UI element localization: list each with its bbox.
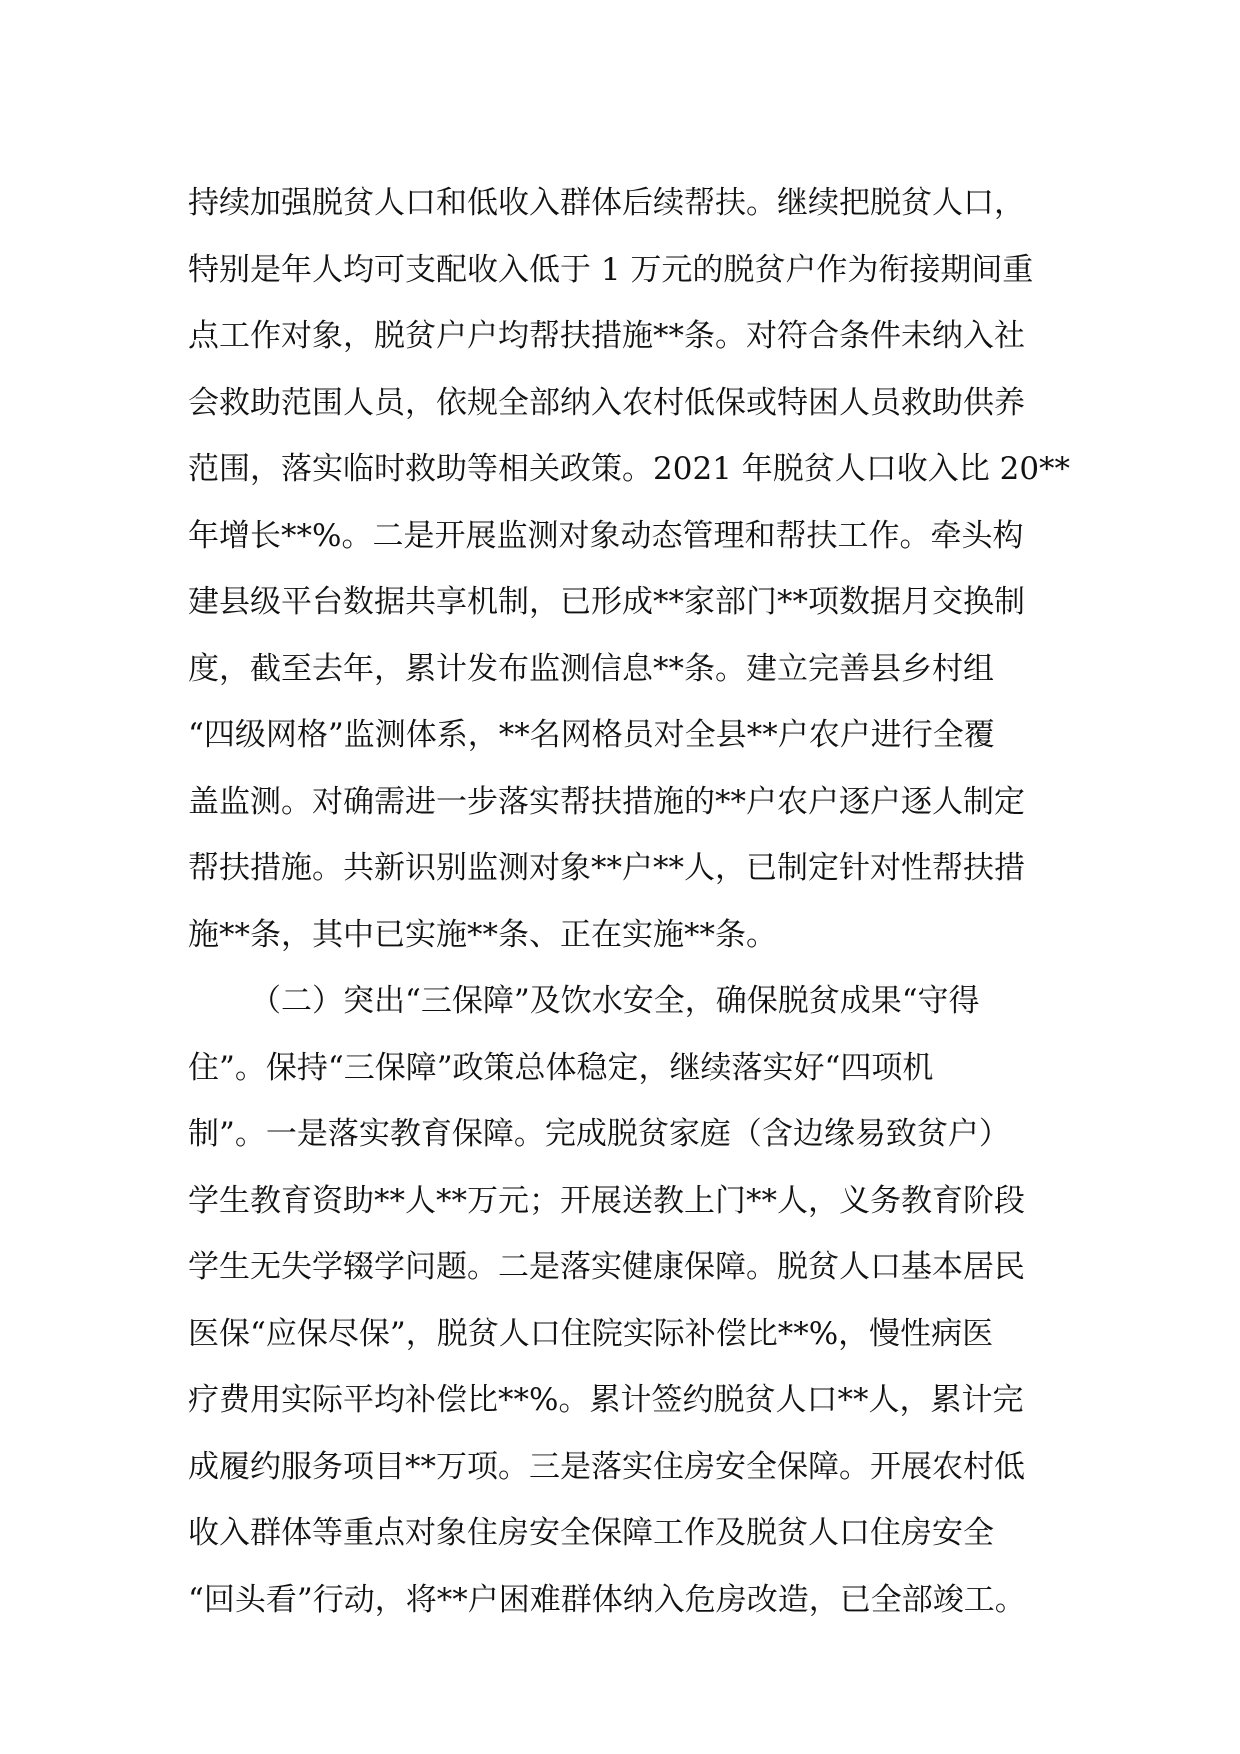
text-line: 持续加强脱贫人口和低收入群体后续帮扶。继续把脱贫人口，	[188, 185, 1025, 221]
section-heading-line: （二）突出“三保障”及饮水安全，确保脱贫成果“守得	[250, 983, 980, 1019]
text-line: “回头看”行动，将**户困难群体纳入危房改造，已全部竣工。	[188, 1581, 1026, 1618]
text-line: “四级网格”监测体系，**名网格员对全县**户农户进行全覆	[188, 717, 995, 753]
text-line: 学生教育资助**人**万元；开展送教上门**人，义务教育阶段	[188, 1182, 1025, 1219]
text-line: 住”。保持“三保障”政策总体稳定，继续落实好“四项机	[188, 1049, 934, 1086]
text-line: 学生无失学辍学问题。二是落实健康保障。脱贫人口基本居民	[188, 1249, 1025, 1285]
document-body	[188, 170, 1071, 1633]
text-line: 疗费用实际平均补偿比**%。累计签约脱贫人口**人，累计完	[188, 1382, 1024, 1418]
text-line: 特别是年人均可支配收入低于 1 万元的脱贫户作为衔接期间重	[188, 251, 1034, 288]
text-line: 点工作对象，脱贫户户均帮扶措施**条。对符合条件未纳入社	[188, 318, 1025, 354]
text-line: 度，截至去年，累计发布监测信息**条。建立完善县乡村组	[188, 650, 994, 687]
text-line: 建县级平台数据共享机制，已形成**家部门**项数据月交换制	[188, 584, 1025, 620]
text-line: 范围，落实临时救助等相关政策。2021 年脱贫人口收入比 20**	[188, 451, 1071, 487]
text-line: 制”。一是落实教育保障。完成脱贫家庭（含边缘易致贫户）	[188, 1116, 1010, 1152]
text-line: 医保“应保尽保”，脱贫人口住院实际补偿比**%，慢性病医	[188, 1315, 994, 1352]
text-line: 盖监测。对确需进一步落实帮扶措施的**户农户逐户逐人制定	[188, 783, 1025, 820]
text-line: 会救助范围人员，依规全部纳入农村低保或特困人员救助供养	[188, 384, 1025, 421]
text-line: 年增长**%。二是开展监测对象动态管理和帮扶工作。牵头构	[188, 517, 1024, 554]
text-line: 成履约服务项目**万项。三是落实住房安全保障。开展农村低	[188, 1448, 1025, 1485]
text-line: 施**条，其中已实施**条、正在实施**条。	[188, 916, 777, 953]
text-line: 帮扶措施。共新识别监测对象**户**人，已制定针对性帮扶措	[188, 850, 1025, 886]
text-line: 收入群体等重点对象住房安全保障工作及脱贫人口住房安全	[188, 1515, 994, 1551]
